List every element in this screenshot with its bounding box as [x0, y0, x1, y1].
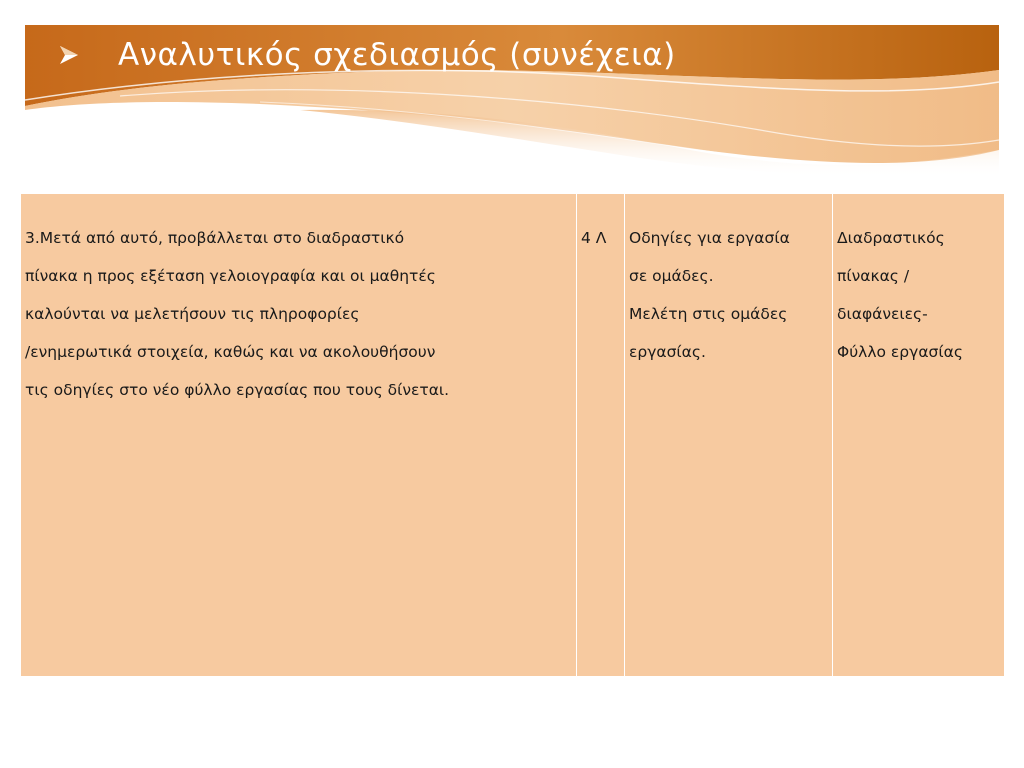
lesson-plan-table — [20, 193, 1005, 677]
materials-cell — [833, 194, 1005, 677]
activity-cell — [21, 194, 577, 677]
materials-line: Διαδραστικός — [837, 229, 945, 247]
method-line: Μελέτη στις ομάδες — [629, 305, 788, 323]
activity-line: καλούνται να μελετήσουν τις πληροφορίες — [25, 305, 360, 323]
activity-line: /ενημερωτικά στοιχεία, καθώς και να ακολουθήσουν — [25, 343, 436, 361]
method-line: σε ομάδες. — [629, 267, 714, 285]
activity-line: τις οδηγίες στο νέο φύλλο εργασίας που τους δίνεται. — [25, 381, 450, 399]
header-banner — [0, 0, 1024, 180]
method-line: εργασίας. — [629, 343, 706, 361]
method-cell — [625, 194, 833, 677]
activity-line: πίνακα η προς εξέταση γελοιογραφία και οι μαθητές — [25, 267, 436, 285]
time-cell — [577, 194, 625, 677]
title-row — [58, 30, 676, 80]
time-value: 4 Λ — [581, 229, 607, 247]
materials-line: πίνακας / — [837, 267, 910, 285]
method-line: Οδηγίες για εργασία — [629, 229, 790, 247]
lesson-plan-table-wrap — [20, 193, 1004, 677]
materials-line: διαφάνειες- — [837, 305, 928, 323]
arrowhead-bullet-icon — [58, 44, 80, 66]
activity-line: 3.Μετά από αυτό, προβάλλεται στο διαδραστικό — [25, 229, 405, 247]
page-title: Αναλυτικός σχεδιασμός (συνέχεια) — [118, 37, 676, 73]
table-row — [21, 194, 1005, 677]
materials-line: Φύλλο εργασίας — [837, 343, 963, 361]
